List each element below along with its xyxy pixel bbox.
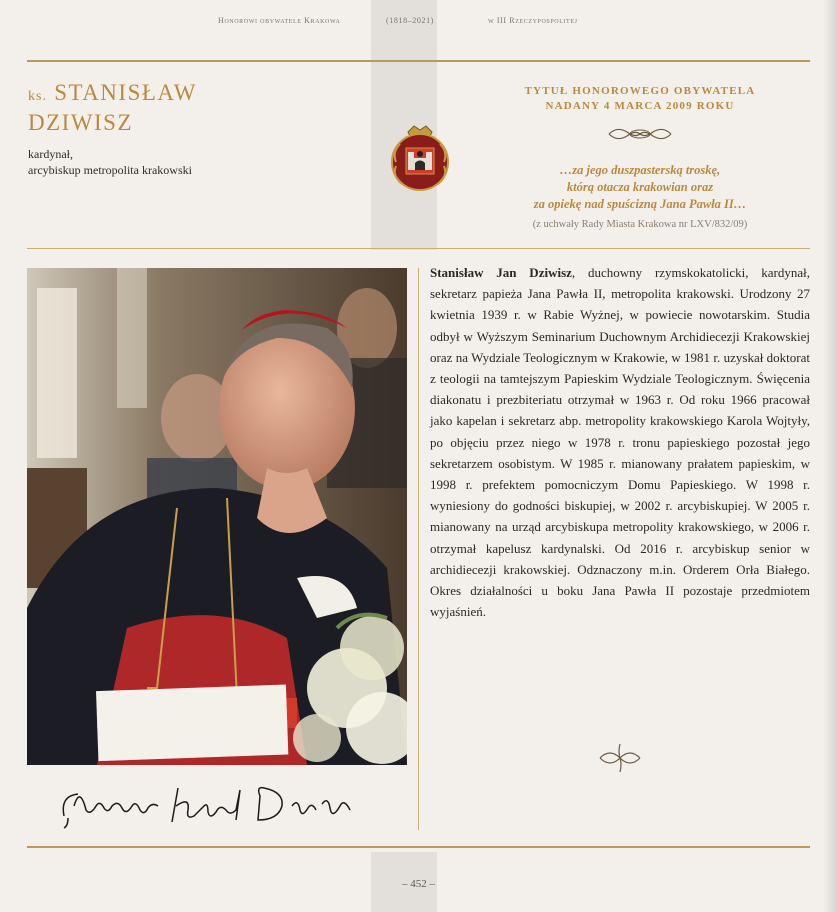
first-name: STANISŁAW [54,80,197,105]
bio-lead-name: Stanisław Jan Dziwisz [430,265,572,280]
spine-shadow [823,0,837,912]
signature-text: Stanisław karol Dziwisz [60,831,70,832]
page-number: – 452 – [402,878,435,890]
portrait-photo [27,268,407,765]
role-line-1: kardynał, [28,147,73,161]
bio-body: , duchowny rzymskokatolicki, kardynał, sekretarz papieża Jana Pawła II, metropolita krakowski. Urodzony 27 kwietnia 1939 r. w Rabie Wyżnej, w powiecie nowotarskim. Studia odbył w Wyższym Seminarium Duchownym Archidiecezji Krakowskiej oraz na Wydziale Teologicznym w Krakowie, w 1981 r. uzyskał doktorat z teologii na tamtejszym Papieskim Wydziale Teologicznym. Święcenia diakonatu i prezbiteriatu otrzymał w 1963 r. Od roku 1966 pracował jako kapelan i sekretarz abp. metropolity krakowskiego Karola Wojtyły, po objęciu przez niego w 1978 r. tronu papieskiego pozostał jego sekretarzem osobistym. W 1985 r. mianowany prałatem papieskim, w 1998 r. prefektem pomocniczym Domu Papieskiego. W 1998 r. wyniesiony do godności biskupiej, w 2002 r. arcybiskupiej. W 2005 r. mianowany na urząd arcybiskupa metropolity krakowskiego, w 2006 r. otrzymał kapelusz kardynalski. Od 2016 r. arcybiskup senior w archidiecezji krakowskiej. Odznaczony m.in. Orderem Orła Białego. Okres działalności u boku Jana Pawła II pozostaje przedmiotem wyjaśnień. [430,265,810,620]
krakow-coat-of-arms-icon [386,122,454,192]
honor-title-line-1: TYTUŁ HONOROWEGO OBYWATELA [524,85,756,97]
quote-line-3: za opiekę nad spuścizną Jana Pawła II… [533,197,747,211]
biography-text [430,262,810,622]
column-divider [418,268,419,830]
portrait-illustration [27,268,407,765]
running-head-left: Honorowi obywatele Krakowa [218,16,341,25]
person-name [28,80,358,136]
header-bottom-rule [27,248,810,249]
honor-title [470,84,810,114]
name-prefix: ks. [28,89,47,104]
top-rule [27,60,810,62]
last-name: DZIWISZ [28,110,134,135]
ornament-flourish-icon [607,124,673,144]
handwritten-signature [60,776,360,832]
quote-line-1: …za jego duszpasterską troskę, [559,163,721,177]
section-ornament-icon [596,742,644,774]
bottom-rule [27,846,810,848]
role-line-2: arcybiskup metropolita krakowski [28,163,192,177]
quote-source: (z uchwały Rady Miasta Krakowa nr LXV/832/09) [532,219,748,230]
running-head-right: w III Rzeczypospolitej [488,16,578,25]
quote-line-2: którą otacza krakowian oraz [566,180,714,194]
running-head [0,16,837,30]
running-head-center: (1818–2021) [386,16,434,25]
honor-quote [470,162,810,213]
person-role [28,146,358,178]
honor-title-line-2: NADANY 4 MARCA 2009 ROKU [545,100,735,112]
